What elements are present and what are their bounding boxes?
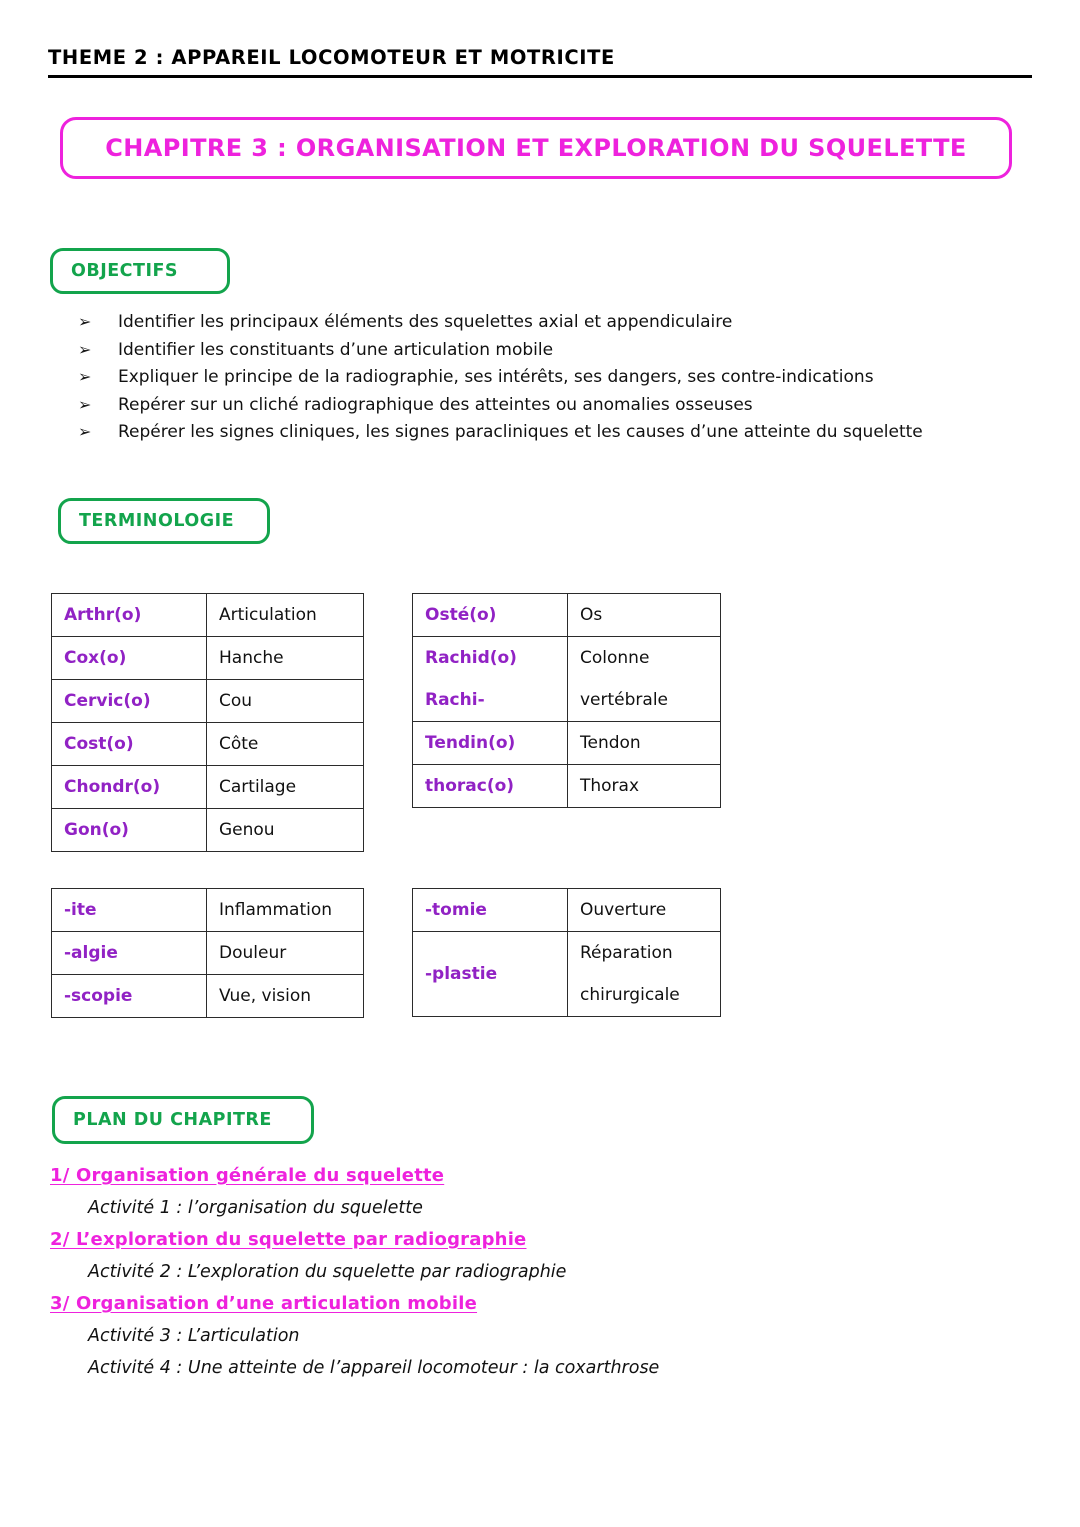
table-row [52,809,364,852]
definition-text: Côte [219,734,259,754]
running-title: THEME 2 : APPAREIL LOCOMOTEUR ET MOTRICITE [48,46,615,69]
definition-cell [568,594,721,637]
definition-cell [207,680,364,723]
term-text: thorac(o) [425,776,515,796]
term-text: Cox(o) [64,648,127,668]
definition-text: Os [580,605,603,625]
term-text: Rachi- [425,690,485,710]
chapter-title: CHAPITRE 3 : ORGANISATION ET EXPLORATION DU SQUELETTE [105,134,967,162]
term-text: -plastie [425,964,498,984]
term-text: Rachid(o) [425,648,517,668]
chapter-plan-list [50,1160,1010,1384]
section-chip-terminologie [58,498,270,544]
definition-cell [568,637,721,722]
definition-text: Hanche [219,648,284,668]
terminology-table-prefix-right [412,593,721,808]
term-cell [52,680,207,723]
definition-text: vertébrale [580,690,669,710]
definition-text: Tendon [580,733,641,753]
definition-cell [568,722,721,765]
definition-text: Cartilage [219,777,297,797]
term-cell [52,889,207,932]
term-cell [52,932,207,975]
definition-cell [568,889,721,932]
term-cell [52,975,207,1018]
document-header [48,46,1032,78]
term-text: Chondr(o) [64,777,161,797]
table-body [52,889,364,1018]
definition-text: Colonne [580,648,650,668]
table-row [413,594,721,637]
term-cell [413,765,568,808]
definition-cell [568,932,721,1017]
definition-cell [207,932,364,975]
table-row [52,932,364,975]
definition-text: Articulation [219,605,317,625]
term-text: Cervic(o) [64,691,151,711]
definition-cell [207,594,364,637]
definition-text: Genou [219,820,275,840]
plan-section-heading[interactable]: 2/ L’exploration du squelette par radiographie [50,1229,527,1250]
section-chip-terminologie-label: TERMINOLOGIE [79,511,235,531]
section-chip-objectifs [50,248,230,294]
objective-item [78,395,1028,423]
chapter-title-banner [60,117,1012,179]
term-cell [413,594,568,637]
objective-item [78,422,1028,450]
table-row [413,889,721,932]
term-cell [52,594,207,637]
term-text: Gon(o) [64,820,129,840]
objectives-list [78,312,1028,450]
table-row [52,594,364,637]
objective-text: Expliquer le principe de la radiographie, ses intérêts, ses dangers, ses contre-indications [118,367,874,387]
term-cell [413,637,568,722]
table-row [52,975,364,1018]
arrow-bullet-icon: ➢ [78,312,92,331]
section-chip-plan [52,1096,314,1144]
table-row [52,889,364,932]
term-cell [413,889,568,932]
term-cell [52,723,207,766]
plan-activity-item: Activité 2 : L’exploration du squelette par radiographie [88,1262,567,1282]
definition-cell [207,889,364,932]
term-text: -tomie [425,900,487,920]
term-cell [413,932,568,1017]
header-rule [48,75,1032,78]
plan-section-heading[interactable]: 3/ Organisation d’une articulation mobile [50,1293,478,1314]
plan-section-heading[interactable]: 1/ Organisation générale du squelette [50,1165,445,1186]
definition-text: Inflammation [219,900,333,920]
section-chip-plan-label: PLAN DU CHAPITRE [73,1110,272,1130]
definition-cell [207,809,364,852]
term-text: -ite [64,900,97,920]
table-row [52,723,364,766]
arrow-bullet-icon: ➢ [78,339,92,359]
table-row [52,680,364,723]
definition-cell [207,766,364,809]
definition-text: Cou [219,691,253,711]
table-row [413,637,721,722]
objective-text: Identifier les constituants d’une articulation mobile [118,339,554,360]
arrow-bullet-icon: ➢ [78,367,92,386]
arrow-bullet-icon: ➢ [78,394,92,414]
term-text: Osté(o) [425,605,497,625]
term-cell [52,766,207,809]
objective-text: Identifier les principaux éléments des squelettes axial et appendiculaire [118,312,733,332]
definition-text: Vue, vision [219,986,312,1006]
term-cell [413,722,568,765]
term-text: Cost(o) [64,734,134,754]
objective-item [78,367,1028,395]
term-cell [52,809,207,852]
plan-activity-item: Activité 1 : l’organisation du squelette [88,1198,423,1218]
definition-text: Réparation [580,943,673,963]
definition-cell [568,765,721,808]
table-row [52,766,364,809]
plan-activity-item: Activité 3 : L’articulation [88,1326,300,1346]
arrow-bullet-icon: ➢ [78,422,92,441]
objective-item [78,340,1028,368]
table-body [413,594,721,808]
terminology-table-suffix-left [51,888,364,1018]
objective-item [78,312,1028,340]
term-text: Arthr(o) [64,605,142,625]
table-row [413,722,721,765]
definition-cell [207,637,364,680]
definition-text: Thorax [580,776,640,796]
term-cell [52,637,207,680]
definition-text: chirurgicale [580,985,680,1005]
terminology-table-suffix-right [412,888,721,1017]
table-row [413,932,721,1017]
definition-cell [207,723,364,766]
term-text: -scopie [64,986,133,1006]
table-row [52,637,364,680]
definition-text: Ouverture [580,900,667,920]
terminology-table-prefix-left [51,593,364,852]
term-text: Tendin(o) [425,733,516,753]
table-row [413,765,721,808]
table-body [413,889,721,1017]
definition-text: Douleur [219,943,287,963]
definition-cell [207,975,364,1018]
objective-text: Repérer les signes cliniques, les signes paracliniques et les causes d’une atteinte du squelette [118,422,923,442]
term-text: -algie [64,943,118,963]
objective-text: Repérer sur un cliché radiographique des atteintes ou anomalies osseuses [118,394,753,415]
plan-activity-item: Activité 4 : Une atteinte de l’appareil locomoteur : la coxarthrose [88,1358,660,1378]
section-chip-objectifs-label: OBJECTIFS [71,261,179,281]
table-body [52,594,364,852]
